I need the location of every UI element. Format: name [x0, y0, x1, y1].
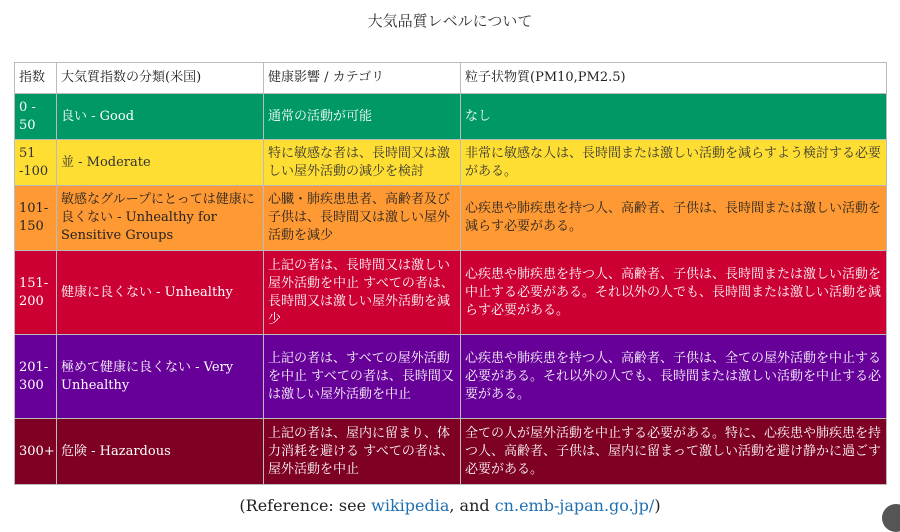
cell-index: 101-150 — [15, 186, 57, 251]
cell-category: 極めて健康に良くない - Very Unhealthy — [57, 335, 264, 419]
cell-particulate: 心疾患や肺疾患を持つ人、高齢者、子供は、長時間または激しい活動を減らす必要がある。 — [461, 186, 887, 251]
cell-index: 0 - 50 — [15, 94, 57, 140]
header-health-effect: 健康影響 / カテゴリ — [264, 63, 461, 94]
cell-particulate: 心疾患や肺疾患を持つ人、高齢者、子供は、全ての屋外活動を中止する必要がある。それ以外の人でも、長時間または激しい活動を中止する必要がある。 — [461, 335, 887, 419]
table-row-very-unhealthy — [15, 335, 887, 419]
cell-particulate: 心疾患や肺疾患を持つ人、高齢者、子供は、長時間または激しい活動を中止する必要がある。それ以外の人でも、長時間または激しい活動を減らす必要がある。 — [461, 251, 887, 335]
cell-index: 201-300 — [15, 335, 57, 419]
cell-category: 危険 - Hazardous — [57, 419, 264, 485]
reference-middle: , and — [449, 496, 495, 515]
cell-health-effect: 上記の者は、長時間又は激しい屋外活動を中止 すべての者は、長時間又は激しい屋外活動を減少 — [264, 251, 461, 335]
table-row-hazardous — [15, 419, 887, 485]
cell-index: 51 -100 — [15, 140, 57, 186]
table-row-good — [15, 94, 887, 140]
header-index: 指数 — [15, 63, 57, 94]
reference-suffix: ) — [654, 496, 661, 515]
scroll-top-button[interactable] — [882, 504, 900, 532]
cell-health-effect: 特に敏感な者は、長時間又は激しい屋外活動の減少を検討 — [264, 140, 461, 186]
cell-health-effect: 上記の者は、すべての屋外活動を中止 すべての者は、長時間又は激しい屋外活動を中止 — [264, 335, 461, 419]
cell-particulate: なし — [461, 94, 887, 140]
cell-category: 健康に良くない - Unhealthy — [57, 251, 264, 335]
cell-category: 良い - Good — [57, 94, 264, 140]
cell-health-effect: 心臓・肺疾患患者、高齢者及び子供は、長時間又は激しい屋外活動を減少 — [264, 186, 461, 251]
cell-particulate: 非常に敏感な人は、長時間または激しい活動を減らすよう検討する必要がある。 — [461, 140, 887, 186]
table-row-unhealthy — [15, 251, 887, 335]
cell-category: 敏感なグループにとっては健康に良くない - Unhealthy for Sensitive Groups — [57, 186, 264, 251]
page-title: 大気品質レベルについて — [367, 12, 533, 30]
table-row-moderate — [15, 140, 887, 186]
cell-category: 並 - Moderate — [57, 140, 264, 186]
wikipedia-link[interactable]: wikipedia — [371, 496, 450, 515]
header-particulate: 粒子状物質(PM10,PM2.5) — [461, 63, 887, 94]
cell-health-effect: 上記の者は、屋内に留まり、体力消耗を避ける すべての者は、屋外活動を中止 — [264, 419, 461, 485]
table-row-unhealthy-sensitive — [15, 186, 887, 251]
reference-note — [0, 496, 900, 515]
header-category: 大気質指数の分類(米国) — [57, 63, 264, 94]
cell-index: 151-200 — [15, 251, 57, 335]
aqi-table — [14, 62, 887, 485]
cell-particulate: 全ての人が屋外活動を中止する必要がある。特に、心疾患や肺疾患を持つ人、高齢者、子供は、屋内に留まって激しい活動を避け静かに過ごす必要がある。 — [461, 419, 887, 485]
embassy-link[interactable]: cn.emb-japan.go.jp/ — [494, 496, 655, 515]
cell-index: 300+ — [15, 419, 57, 485]
cell-health-effect: 通常の活動が可能 — [264, 94, 461, 140]
table-header-row — [15, 63, 887, 94]
reference-prefix: (Reference: see — [239, 496, 372, 515]
